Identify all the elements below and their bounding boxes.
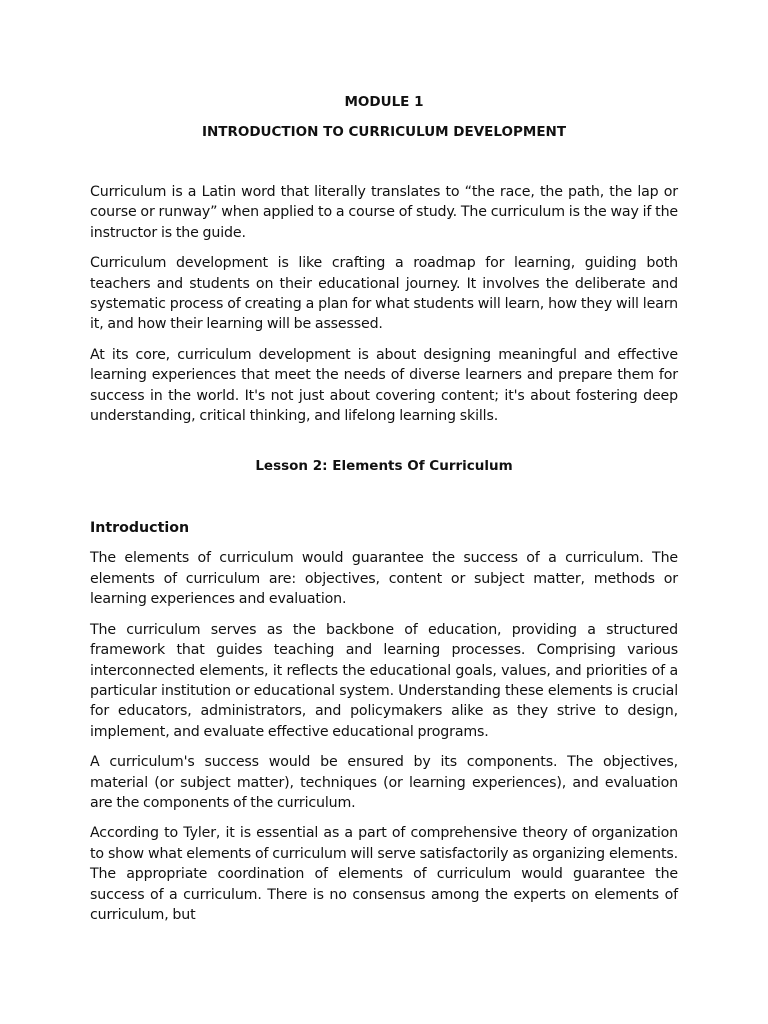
lesson-paragraph: The curriculum serves as the backbone of education, providing a structured framework that guides teaching and learning processes. Comprising various interconnected elements, it reflects the educational goals, values, and priorities of a particular institution or educational system. Understanding these elements is crucial for educators, administrators, and policymakers alike as they strive to design, implement, and evaluate effective educational programs. <box>90 621 678 740</box>
module-title: INTRODUCTION TO CURRICULUM DEVELOPMENT <box>201 124 567 140</box>
lesson-paragraph: The elements of curriculum would guarantee the success of a curriculum. The elements of curriculum are: objectives, content or subject matter, methods or learning experiences and evaluation. <box>90 550 678 608</box>
module-label: MODULE 1 <box>344 94 424 110</box>
document-page <box>90 92 678 935</box>
lesson-paragraph: According to Tyler, it is essential as a part of comprehensive theory of organization to show what elements of curriculum will serve satisfactorily as organizing elements. The appropriate coordination of elements of curriculum would guarantee the success of a curriculum. There is no consensus among the experts on elements of curriculum, but <box>90 825 678 923</box>
lesson-paragraph: A curriculum's success would be ensured by its components. The objectives, material (or subject matter), techniques (or learning experiences), and evaluation are the components of the curriculum. <box>90 754 678 811</box>
section-heading: Introduction <box>90 520 190 537</box>
lesson-title: Lesson 2: Elements Of Curriculum <box>255 458 513 475</box>
intro-paragraph: At its core, curriculum development is about designing meaningful and effective learning experiences that meet the needs of diverse learners and prepare them for success in the world. It's not just about covering content; it's about fostering deep understanding, critical thinking, and lifelong learning skills. <box>90 346 678 425</box>
intro-paragraph: Curriculum development is like crafting a roadmap for learning, guiding both teachers and students on their educational journey. It involves the deliberate and systematic process of creating a plan for what students will learn, how they will learn it, and how their learning will be assessed. <box>90 255 678 333</box>
intro-paragraph: Curriculum is a Latin word that literally translates to “the race, the path, the lap or course or runway” when applied to a course of study. The curriculum is the way if the instructor is the guide. <box>90 184 678 241</box>
